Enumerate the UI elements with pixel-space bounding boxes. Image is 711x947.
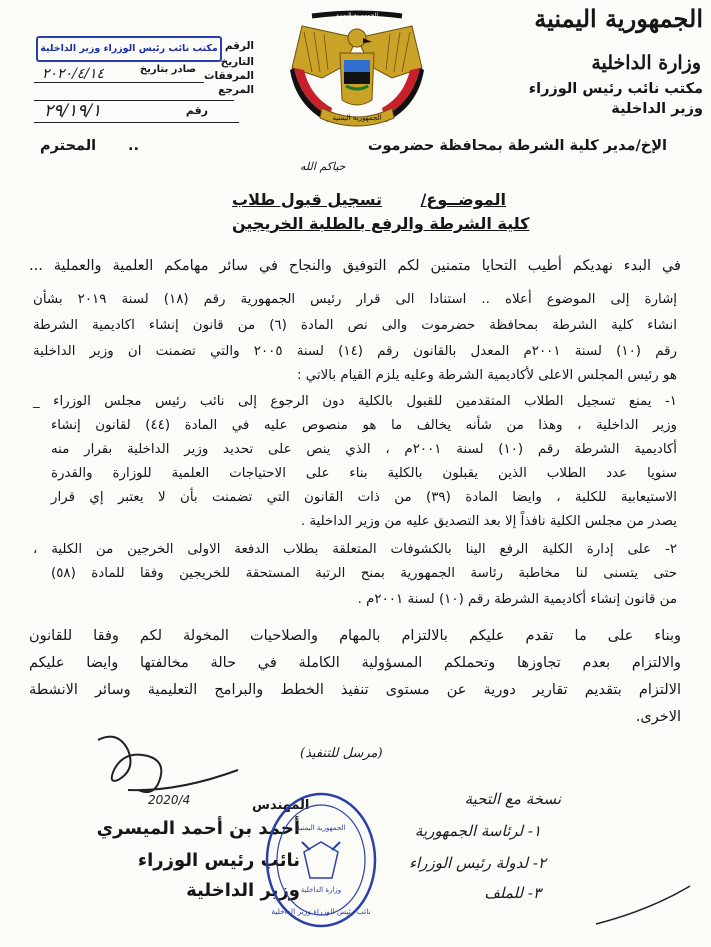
signature-date: 2020/4 xyxy=(148,793,191,807)
signatory-title: المهندس xyxy=(252,798,310,813)
minister-title: وزير الداخلية xyxy=(611,101,703,117)
ref-reference-label: المرجع xyxy=(218,84,254,96)
ref-number-label: الرقم xyxy=(224,40,254,52)
issued-date-label: صادر بتاريخ xyxy=(139,64,196,75)
republic-title: الجمهورية اليمنية xyxy=(534,4,703,33)
number-value: ٢٩/١٩/١ xyxy=(44,101,102,121)
copies-header: نسخة مع التحية xyxy=(464,790,561,808)
copy-item: ٢- لدولة رئيس الوزراء xyxy=(408,854,546,872)
execution-note: (مرسل للتنفيذ) xyxy=(300,746,383,761)
para1-line: هو رئيس المجلس الاعلى لأكاديمية الشرطة وعليه يلزم القيام بالاتي : xyxy=(297,368,677,383)
para1-line: رقم (١٠) لسنة ٢٠٠١م المعدل بالقانون رقم (١٤) لسنة ٢٠٠٥ والتي تضمنت ان وزير الداخلية xyxy=(33,344,677,359)
seal-outer-text: نائب رئيس الوزراء وزير الداخلية xyxy=(271,907,371,916)
issued-date-value: ٢٠٢٠/٤/١٤ xyxy=(42,66,105,82)
addressee-dots: .. xyxy=(128,138,140,154)
ref-date-label: التاريخ xyxy=(220,56,254,68)
office-title: مكتب نائب رئيس الوزراء xyxy=(528,81,703,97)
seal-inner-text: وزارة الداخلية xyxy=(300,886,342,894)
greeting: حياكم الله xyxy=(300,160,346,173)
signature-scribble-icon xyxy=(88,720,258,810)
number-label: رقم xyxy=(185,104,208,117)
copy-item: ٣- للملف xyxy=(484,884,541,902)
copy-item: ١- لرئاسة الجمهورية xyxy=(414,822,541,840)
item1-line: أكاديمية الشرطة رقم (١٠) لسنة ٢٠٠١م ، الذي ينص على تحديد وزير الداخلية بقرار منه xyxy=(51,442,678,457)
para1-line: انشاء كلية الشرطة بمحافظة حضرموت والى نص المادة (٦) من قانون إنشاء اكاديمية الشرطة xyxy=(33,318,677,333)
item1-line: وزير الداخلية ، وهذا من شأنه يخالف ما هو منصوص عليه في المادة (٤٤) لقانون إنشاء xyxy=(51,418,677,433)
official-seal-icon xyxy=(262,790,380,930)
closing-line: الاخرى. xyxy=(635,709,681,725)
emblem-banner-text: الجمهورية اليمنية xyxy=(335,12,379,19)
ref-attachments-label: المرفقات xyxy=(203,70,254,82)
subject-line1: تسجيل قبول طلاب xyxy=(232,190,382,209)
seal-top-text: الجمهورية اليمنية xyxy=(296,824,346,832)
copies-stroke-icon xyxy=(590,880,700,930)
signatory-role2: وزير الداخلية xyxy=(186,880,300,901)
closing-line: وبناء على ما تقدم عليكم بالالتزام بالمهام والصلاحيات المخولة لكم وفقا للقانون xyxy=(29,628,681,644)
item1-line: سنويا عدد الطلاب الذين يقبلون بالكلية بناء على الاحتياجات العلمية للوزارة والقدرة xyxy=(51,466,677,481)
intro-paragraph: في البدء نهديكم أطيب التحايا متمنين لكم التوفيق والنجاح في سائر مهامكم العلمية والعملية ... xyxy=(29,258,681,274)
item1-line: يصدر من مجلس الكلية نافذاً إلا بعد التصديق عليه من وزير الداخلية . xyxy=(300,514,677,529)
ministry-title: وزارة الداخلية xyxy=(591,52,701,74)
item1-line: ١- يمنع تسجيل الطلاب المتقدمين للقبول بالكلية دون الرجوع إلى نائب رئيس مجلس الوزراء _ xyxy=(33,394,677,409)
addressee: الإخ/مدير كلية الشرطة بمحافظة حضرموت xyxy=(367,138,667,154)
item2-line: ٢- على إدارة الكلية الرفع الينا بالكشوفات المتعلقة بطلاب الدفعة الاولى الخرجين من الكلية ، xyxy=(33,542,677,557)
para1-line: إشارة إلى الموضوع أعلاه .. استنادا الى قرار رئيس الجمهورية رقم (١٨) لسنة ٢٠١٩ بشأن xyxy=(33,292,678,307)
honorific: المحترم xyxy=(40,138,97,154)
item1-line: الاستيعابية للكلية ، وايضا المادة (٣٩) من ذات القانون التي تضمنت بأن لا يعتبر إي قرار xyxy=(51,490,677,505)
subject-label: الموضــوع/ xyxy=(420,190,506,209)
signatory-role1: نائب رئيس الوزراء xyxy=(137,850,300,871)
closing-line: والالتزام بعدم تجاوزها وتحملكم المسؤولية الكاملة في حالة مخالفتها وايضا عليكم xyxy=(29,655,681,671)
reference-block xyxy=(28,34,258,126)
closing-line: الالتزام بتقديم تقارير دورية عن مستوى تنفيذ الخطط والبرامج التعليمية وسائر الانشطة xyxy=(29,682,681,698)
incoming-stamp: مكتب نائب رئيس الوزراء وزير الداخلية xyxy=(36,36,222,62)
item2-line: حتى يتسنى لنا مخاطبة رئاسة الجمهورية بمنح الرتبة المستحقة للخريجين وفقا للمادة (٥٨) xyxy=(51,566,677,581)
emblem-ribbon-text: الجمهورية اليمنية xyxy=(332,114,382,122)
signatory-name: أحمد بن أحمد الميسري xyxy=(96,818,300,839)
yemen-emblem-icon xyxy=(282,8,432,130)
item2-line: من قانون إنشاء أكاديمية الشرطة رقم (١٠) لسنة ٢٠٠١م . xyxy=(357,592,677,607)
subject-line2: كلية الشرطة والرفع بالطلبة الخريجين xyxy=(232,214,530,233)
